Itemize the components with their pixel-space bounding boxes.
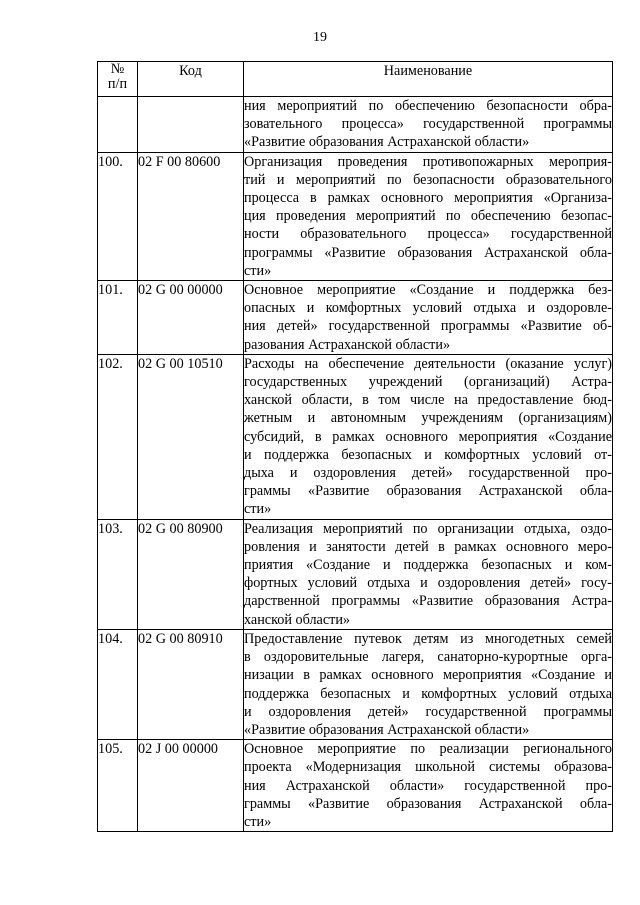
row-name bbox=[244, 740, 613, 832]
name-line: низации в рамках основного мероприятия «Создание и bbox=[244, 667, 612, 684]
name-line: ция проведения мероприятий по обеспечению безопас- bbox=[244, 208, 612, 225]
name-line: субсидий, в рамках основного мероприятия «Создание bbox=[244, 428, 612, 445]
name-line: государственных учреждений (организаций) Астра- bbox=[244, 374, 612, 391]
row-code: 02 J 00 00000 bbox=[138, 740, 244, 832]
name-line: сти» bbox=[244, 262, 272, 279]
table-row bbox=[98, 629, 613, 739]
row-number: 105. bbox=[98, 740, 138, 832]
header-name: Наименование bbox=[244, 62, 613, 97]
name-line: ханской области, в том числе на предоставление бюд- bbox=[244, 392, 612, 409]
table-header-row bbox=[98, 62, 613, 97]
name-line: жетным и автономным учреждениям (организациям) bbox=[244, 410, 612, 427]
name-line: Реализация мероприятий по организации отдыха, оздо- bbox=[244, 520, 612, 537]
row-code bbox=[138, 97, 244, 153]
row-name bbox=[244, 354, 613, 519]
budget-classification-table bbox=[97, 61, 613, 832]
row-number: 100. bbox=[98, 152, 138, 280]
name-line: и оздоровления детей» государственной программы bbox=[244, 703, 612, 720]
name-line: ханской области» bbox=[244, 611, 351, 628]
page-number: 19 bbox=[313, 30, 327, 45]
table-row bbox=[98, 97, 613, 153]
name-line: ровления и занятости детей в рамках основного меро- bbox=[244, 538, 612, 555]
name-line: ности образовательного процесса» государственной bbox=[244, 226, 612, 243]
name-line: разования Астраханской области» bbox=[244, 336, 451, 353]
name-line: Основное мероприятие «Создание и поддержка без- bbox=[244, 282, 612, 299]
name-line: дыха и оздоровления детей» государственной про- bbox=[244, 465, 612, 482]
name-line: сти» bbox=[244, 813, 272, 830]
name-line: и поддержка безопасных и комфортных условий от- bbox=[244, 446, 612, 463]
row-number: 102. bbox=[98, 354, 138, 519]
name-line: процесса в рамках основного мероприятия «Организа- bbox=[244, 190, 612, 207]
row-name bbox=[244, 281, 613, 355]
table-row bbox=[98, 740, 613, 832]
table-row bbox=[98, 281, 613, 355]
name-line: ния мероприятий по обеспечению безопасности обра- bbox=[244, 98, 612, 114]
row-code: 02 G 00 10510 bbox=[138, 354, 244, 519]
row-name bbox=[244, 97, 613, 153]
name-line: Расходы на обеспечение деятельности (оказание услуг) bbox=[244, 355, 612, 372]
name-line: опасных и комфортных условий отдыха и оздоровле- bbox=[244, 300, 612, 317]
name-line: тий и мероприятий по безопасности образовательного bbox=[244, 171, 612, 188]
row-number: 101. bbox=[98, 281, 138, 355]
name-line: ния детей» государственной программы «Развитие об- bbox=[244, 318, 612, 335]
row-name bbox=[244, 152, 613, 280]
table-row bbox=[98, 152, 613, 280]
row-number: 104. bbox=[98, 629, 138, 739]
table-row bbox=[98, 519, 613, 629]
name-line: сти» bbox=[244, 501, 272, 518]
row-code: 02 G 00 00000 bbox=[138, 281, 244, 355]
table-row bbox=[98, 354, 613, 519]
name-line: ния Астраханской области» государственной про- bbox=[244, 777, 612, 794]
name-line: «Развитие образования Астраханской области» bbox=[244, 134, 530, 151]
row-code: 02 G 00 80900 bbox=[138, 519, 244, 629]
name-line: Основное мероприятие по реализации регионального bbox=[244, 741, 612, 758]
name-line: дарственной программы «Развитие образования Астра- bbox=[244, 593, 612, 610]
name-line: Предоставление путевок детям из многодетных семей bbox=[244, 630, 612, 647]
header-code: Код bbox=[138, 62, 244, 97]
name-line: граммы «Развитие образования Астраханской обла- bbox=[244, 483, 612, 500]
name-line: «Развитие образования Астраханской области» bbox=[244, 721, 530, 738]
name-line: программы «Развитие образования Астраханской обла- bbox=[244, 244, 612, 261]
name-line: в оздоровительные лагеря, санаторно-курортные орга- bbox=[244, 649, 612, 666]
row-code: 02 F 00 80600 bbox=[138, 152, 244, 280]
row-code: 02 G 00 80910 bbox=[138, 629, 244, 739]
name-line: Организация проведения противопожарных мероприя- bbox=[244, 153, 612, 170]
header-num-symbol: № bbox=[110, 61, 125, 77]
row-number: 103. bbox=[98, 519, 138, 629]
header-num bbox=[98, 62, 138, 97]
name-line: граммы «Развитие образования Астраханской обла- bbox=[244, 795, 612, 812]
name-line: фортных условий отдыха и оздоровления детей» госу- bbox=[244, 575, 612, 592]
name-line: проекта «Модернизация школьной системы образова- bbox=[244, 759, 612, 776]
row-name bbox=[244, 519, 613, 629]
name-line: зовательного процесса» государственной программы bbox=[244, 116, 612, 133]
header-num-abbr: п/п bbox=[107, 76, 128, 92]
name-line: приятия «Создание и поддержка безопасных и ком- bbox=[244, 557, 612, 574]
row-number bbox=[98, 97, 138, 153]
row-name bbox=[244, 629, 613, 739]
name-line: поддержка безопасных и комфортных условий отдыха bbox=[244, 685, 612, 702]
